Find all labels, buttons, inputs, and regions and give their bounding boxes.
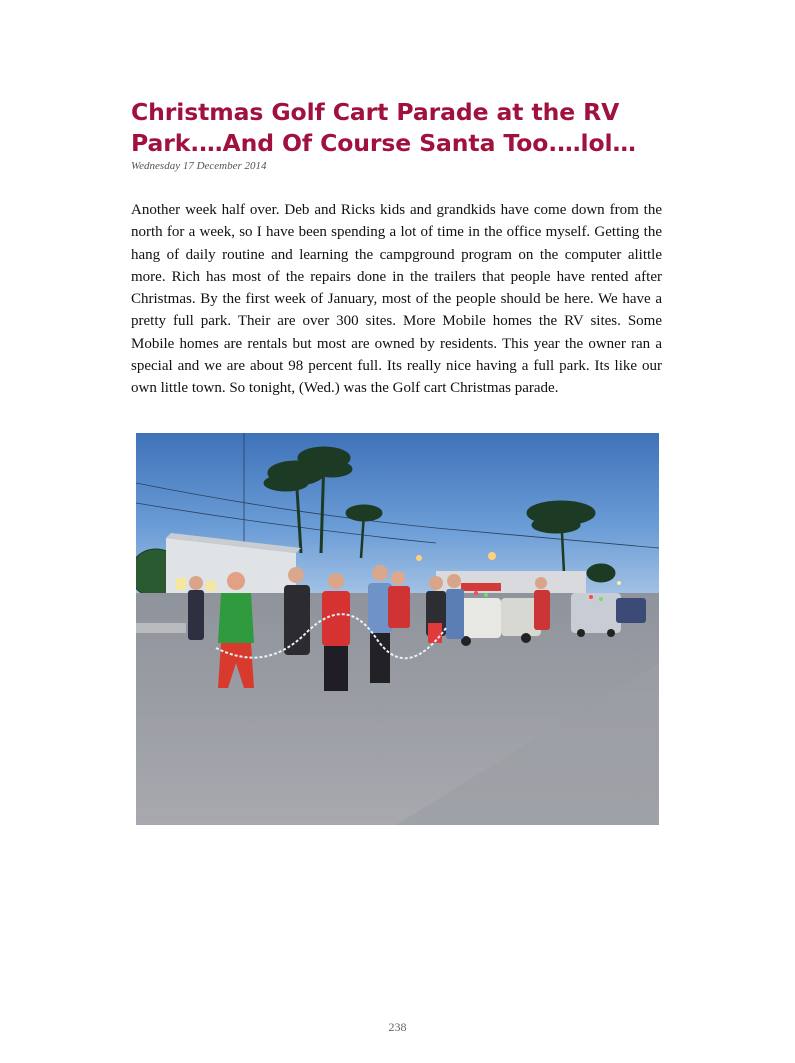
street-light [488,552,496,560]
post-date: Wednesday 17 December 2014 [131,160,267,172]
page-number: 238 [388,1020,407,1034]
post-body: Another week half over. Deb and Ricks kids and grandkids have come down from the north for a week, so I have been spending a lot of time in the office myself. Getting the hang of daily routine and learning the campground program on the computer alittle more. Rich has most of the repairs done in the trailers that people have rented after Christmas. By the first week of January, most of the people should be here. We have a pretty full park. Their are over 300 sites. More Mobile homes the RV sites. Some Mobile homes are rentals but most are owned by residents. This year the owner ran a special and we are about 98 percent full. Its really nice having a full park. Its like our own little town. So tonight, (Wed.) was the Golf cart Christmas parade. [131,202,662,397]
post-title: Christmas Golf Cart Parade at the RV Park.…And Of Course Santa Too.…lol… [131,98,636,157]
parade-photo [136,433,659,825]
